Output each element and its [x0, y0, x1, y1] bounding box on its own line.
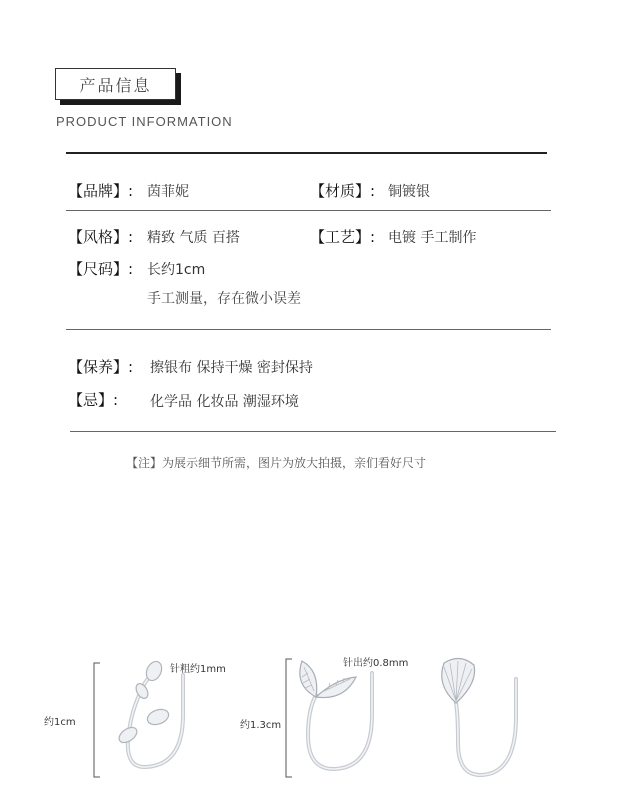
craft-label: 【工艺】:	[310, 228, 376, 246]
divider-top	[66, 152, 547, 154]
material-label: 【材质】:	[310, 182, 376, 200]
material-value: 铜镀银	[388, 184, 430, 200]
section-title	[55, 68, 176, 100]
size-note: 手工测量，存在微小误差	[147, 291, 301, 307]
craft-value: 电镀 手工制作	[388, 230, 477, 246]
earring-double-leaf-image	[280, 655, 390, 785]
item1-pin-label: 针粗约1mm	[170, 664, 226, 675]
maintenance-label: 【保养】:	[68, 358, 134, 376]
size-label: 【尺码】:	[68, 260, 134, 278]
section-subtitle: PRODUCT INFORMATION	[56, 114, 233, 129]
brand-value: 茵菲妮	[147, 184, 189, 200]
divider-care	[70, 431, 556, 432]
section-title-text: 产品信息	[79, 75, 152, 95]
style-value: 精致 气质 百搭	[147, 230, 240, 246]
footnote: 【注】为展示细节所需，图片为放大拍摄，亲们看好尺寸	[126, 456, 427, 470]
size-value: 长约1cm	[147, 262, 206, 278]
brand-label: 【品牌】:	[68, 182, 134, 200]
item2-pin-label: 针出约0.8mm	[343, 658, 409, 669]
divider-specs-1	[66, 210, 551, 211]
avoid-label: 【忌】:	[68, 391, 119, 409]
item1-height-label: 约1cm	[44, 717, 76, 728]
divider-specs-2	[66, 329, 551, 330]
avoid-value: 化学品 化妆品 潮湿环境	[150, 394, 299, 410]
maintenance-value: 擦银布 保持干燥 密封保持	[150, 360, 313, 376]
style-label: 【风格】:	[68, 228, 134, 246]
item2-height-label: 约1.3cm	[240, 720, 282, 731]
earring-ginkgo-image	[430, 655, 530, 785]
